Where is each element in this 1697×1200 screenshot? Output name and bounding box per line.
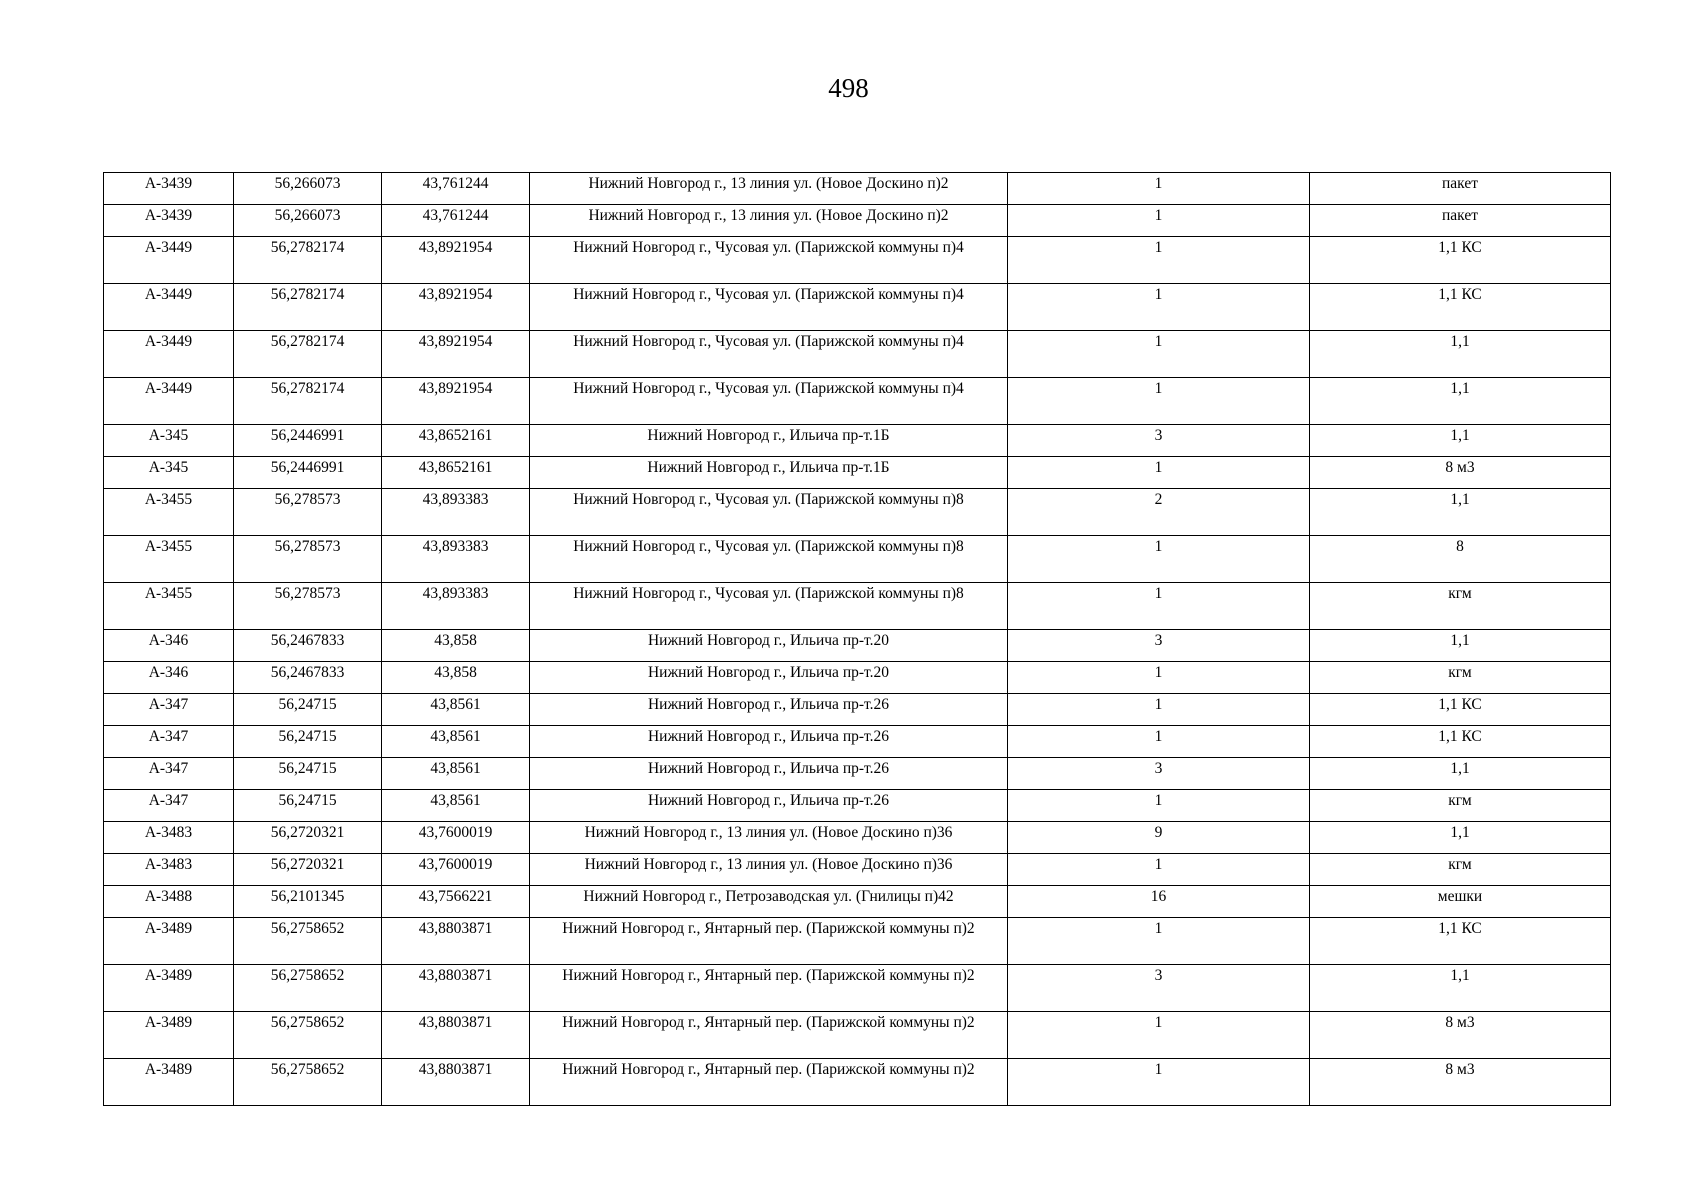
table-row xyxy=(104,1012,1611,1059)
site-id-cell: А-3439 xyxy=(104,173,234,205)
table-row xyxy=(104,854,1611,886)
quantity-cell: 9 xyxy=(1008,822,1310,854)
site-id-cell: А-3489 xyxy=(104,965,234,1012)
quantity-cell: 16 xyxy=(1008,886,1310,918)
address-cell: Нижний Новгород г., Чусовая ул. (Парижской коммуны п)8 xyxy=(530,489,1008,536)
container-type-cell: 1,1 КС xyxy=(1310,237,1611,284)
quantity-cell: 1 xyxy=(1008,237,1310,284)
address-cell: Нижний Новгород г., Чусовая ул. (Парижской коммуны п)8 xyxy=(530,583,1008,630)
longitude-cell: 43,8652161 xyxy=(382,425,530,457)
longitude-cell: 43,8561 xyxy=(382,726,530,758)
container-type-cell: 8 м3 xyxy=(1310,1012,1611,1059)
longitude-cell: 43,8561 xyxy=(382,790,530,822)
site-id-cell: А-3449 xyxy=(104,378,234,425)
site-id-cell: А-347 xyxy=(104,790,234,822)
latitude-cell: 56,24715 xyxy=(234,758,382,790)
longitude-cell: 43,858 xyxy=(382,662,530,694)
quantity-cell: 1 xyxy=(1008,173,1310,205)
container-type-cell: 1,1 xyxy=(1310,425,1611,457)
container-type-cell: 1,1 xyxy=(1310,630,1611,662)
site-id-cell: А-3439 xyxy=(104,205,234,237)
container-type-cell: 1,1 xyxy=(1310,758,1611,790)
address-cell: Нижний Новгород г., Янтарный пер. (Парижской коммуны п)2 xyxy=(530,1059,1008,1106)
container-type-cell: 1,1 КС xyxy=(1310,694,1611,726)
quantity-cell: 1 xyxy=(1008,331,1310,378)
address-cell: Нижний Новгород г., Ильича пр-т.1Б xyxy=(530,425,1008,457)
container-sites-table xyxy=(103,172,1611,1106)
latitude-cell: 56,24715 xyxy=(234,726,382,758)
site-id-cell: А-3455 xyxy=(104,536,234,583)
container-type-cell: 1,1 xyxy=(1310,822,1611,854)
table-row xyxy=(104,886,1611,918)
container-type-cell: кгм xyxy=(1310,583,1611,630)
longitude-cell: 43,761244 xyxy=(382,205,530,237)
address-cell: Нижний Новгород г., Чусовая ул. (Парижской коммуны п)8 xyxy=(530,536,1008,583)
address-cell: Нижний Новгород г., Чусовая ул. (Парижской коммуны п)4 xyxy=(530,284,1008,331)
site-id-cell: А-3449 xyxy=(104,237,234,284)
quantity-cell: 1 xyxy=(1008,536,1310,583)
longitude-cell: 43,8561 xyxy=(382,694,530,726)
table-row xyxy=(104,965,1611,1012)
latitude-cell: 56,2467833 xyxy=(234,662,382,694)
table-row xyxy=(104,378,1611,425)
address-cell: Нижний Новгород г., Янтарный пер. (Парижской коммуны п)2 xyxy=(530,1012,1008,1059)
table-row xyxy=(104,173,1611,205)
site-id-cell: А-347 xyxy=(104,758,234,790)
longitude-cell: 43,893383 xyxy=(382,489,530,536)
table-row xyxy=(104,694,1611,726)
longitude-cell: 43,893383 xyxy=(382,536,530,583)
container-type-cell: кгм xyxy=(1310,790,1611,822)
address-cell: Нижний Новгород г., Ильича пр-т.26 xyxy=(530,726,1008,758)
latitude-cell: 56,2720321 xyxy=(234,854,382,886)
address-cell: Нижний Новгород г., Чусовая ул. (Парижской коммуны п)4 xyxy=(530,331,1008,378)
table-row xyxy=(104,205,1611,237)
latitude-cell: 56,2446991 xyxy=(234,425,382,457)
latitude-cell: 56,278573 xyxy=(234,489,382,536)
latitude-cell: 56,2758652 xyxy=(234,965,382,1012)
quantity-cell: 1 xyxy=(1008,378,1310,425)
address-cell: Нижний Новгород г., Чусовая ул. (Парижской коммуны п)4 xyxy=(530,237,1008,284)
address-cell: Нижний Новгород г., Ильича пр-т.1Б xyxy=(530,457,1008,489)
table-row xyxy=(104,457,1611,489)
container-type-cell: пакет xyxy=(1310,173,1611,205)
site-id-cell: А-3488 xyxy=(104,886,234,918)
latitude-cell: 56,24715 xyxy=(234,694,382,726)
table-row xyxy=(104,536,1611,583)
quantity-cell: 3 xyxy=(1008,758,1310,790)
table-row xyxy=(104,790,1611,822)
address-cell: Нижний Новгород г., Янтарный пер. (Парижской коммуны п)2 xyxy=(530,918,1008,965)
address-cell: Нижний Новгород г., 13 линия ул. (Новое Доскино п)36 xyxy=(530,854,1008,886)
address-cell: Нижний Новгород г., Петрозаводская ул. (Гнилицы п)42 xyxy=(530,886,1008,918)
longitude-cell: 43,8803871 xyxy=(382,1059,530,1106)
container-type-cell: 8 м3 xyxy=(1310,1059,1611,1106)
quantity-cell: 1 xyxy=(1008,205,1310,237)
longitude-cell: 43,8921954 xyxy=(382,284,530,331)
container-type-cell: пакет xyxy=(1310,205,1611,237)
longitude-cell: 43,8921954 xyxy=(382,331,530,378)
site-id-cell: А-346 xyxy=(104,630,234,662)
longitude-cell: 43,8803871 xyxy=(382,918,530,965)
quantity-cell: 1 xyxy=(1008,694,1310,726)
longitude-cell: 43,8803871 xyxy=(382,965,530,1012)
latitude-cell: 56,266073 xyxy=(234,205,382,237)
site-id-cell: А-346 xyxy=(104,662,234,694)
quantity-cell: 1 xyxy=(1008,662,1310,694)
latitude-cell: 56,24715 xyxy=(234,790,382,822)
latitude-cell: 56,278573 xyxy=(234,536,382,583)
address-cell: Нижний Новгород г., Ильича пр-т.26 xyxy=(530,790,1008,822)
latitude-cell: 56,266073 xyxy=(234,173,382,205)
site-id-cell: А-3483 xyxy=(104,854,234,886)
longitude-cell: 43,761244 xyxy=(382,173,530,205)
container-type-cell: мешки xyxy=(1310,886,1611,918)
quantity-cell: 1 xyxy=(1008,1012,1310,1059)
latitude-cell: 56,2446991 xyxy=(234,457,382,489)
site-id-cell: А-3449 xyxy=(104,284,234,331)
site-id-cell: А-3455 xyxy=(104,583,234,630)
table-row xyxy=(104,726,1611,758)
site-id-cell: А-3489 xyxy=(104,1012,234,1059)
latitude-cell: 56,2758652 xyxy=(234,918,382,965)
table-row xyxy=(104,1059,1611,1106)
table-row xyxy=(104,662,1611,694)
latitude-cell: 56,278573 xyxy=(234,583,382,630)
table-row xyxy=(104,331,1611,378)
table-row xyxy=(104,583,1611,630)
site-id-cell: А-3489 xyxy=(104,1059,234,1106)
address-cell: Нижний Новгород г., 13 линия ул. (Новое Доскино п)2 xyxy=(530,173,1008,205)
quantity-cell: 1 xyxy=(1008,726,1310,758)
address-cell: Нижний Новгород г., 13 линия ул. (Новое Доскино п)36 xyxy=(530,822,1008,854)
table-row xyxy=(104,489,1611,536)
address-cell: Нижний Новгород г., Ильича пр-т.20 xyxy=(530,630,1008,662)
container-type-cell: 1,1 КС xyxy=(1310,726,1611,758)
container-type-cell: 1,1 xyxy=(1310,489,1611,536)
latitude-cell: 56,2758652 xyxy=(234,1012,382,1059)
site-id-cell: А-3455 xyxy=(104,489,234,536)
quantity-cell: 3 xyxy=(1008,630,1310,662)
site-id-cell: А-3449 xyxy=(104,331,234,378)
container-type-cell: кгм xyxy=(1310,662,1611,694)
site-id-cell: А-347 xyxy=(104,726,234,758)
quantity-cell: 1 xyxy=(1008,583,1310,630)
latitude-cell: 56,2101345 xyxy=(234,886,382,918)
table-row xyxy=(104,425,1611,457)
latitude-cell: 56,2720321 xyxy=(234,822,382,854)
table-body xyxy=(104,173,1611,1106)
table-row xyxy=(104,237,1611,284)
quantity-cell: 1 xyxy=(1008,918,1310,965)
address-cell: Нижний Новгород г., Ильича пр-т.20 xyxy=(530,662,1008,694)
address-cell: Нижний Новгород г., Янтарный пер. (Парижской коммуны п)2 xyxy=(530,965,1008,1012)
container-type-cell: 1,1 xyxy=(1310,378,1611,425)
container-type-cell: 1,1 xyxy=(1310,965,1611,1012)
latitude-cell: 56,2782174 xyxy=(234,331,382,378)
longitude-cell: 43,7600019 xyxy=(382,822,530,854)
table-row xyxy=(104,918,1611,965)
latitude-cell: 56,2782174 xyxy=(234,378,382,425)
address-cell: Нижний Новгород г., Чусовая ул. (Парижской коммуны п)4 xyxy=(530,378,1008,425)
quantity-cell: 1 xyxy=(1008,1059,1310,1106)
address-cell: Нижний Новгород г., Ильича пр-т.26 xyxy=(530,694,1008,726)
site-id-cell: А-3483 xyxy=(104,822,234,854)
table-row xyxy=(104,630,1611,662)
site-id-cell: А-345 xyxy=(104,457,234,489)
table-row xyxy=(104,758,1611,790)
table-row xyxy=(104,284,1611,331)
table-row xyxy=(104,822,1611,854)
longitude-cell: 43,8652161 xyxy=(382,457,530,489)
container-type-cell: 8 м3 xyxy=(1310,457,1611,489)
quantity-cell: 2 xyxy=(1008,489,1310,536)
latitude-cell: 56,2782174 xyxy=(234,284,382,331)
site-id-cell: А-345 xyxy=(104,425,234,457)
longitude-cell: 43,7600019 xyxy=(382,854,530,886)
latitude-cell: 56,2782174 xyxy=(234,237,382,284)
longitude-cell: 43,893383 xyxy=(382,583,530,630)
quantity-cell: 3 xyxy=(1008,425,1310,457)
container-type-cell: 1,1 КС xyxy=(1310,284,1611,331)
site-id-cell: А-3489 xyxy=(104,918,234,965)
longitude-cell: 43,858 xyxy=(382,630,530,662)
longitude-cell: 43,8921954 xyxy=(382,378,530,425)
longitude-cell: 43,7566221 xyxy=(382,886,530,918)
latitude-cell: 56,2758652 xyxy=(234,1059,382,1106)
longitude-cell: 43,8561 xyxy=(382,758,530,790)
quantity-cell: 3 xyxy=(1008,965,1310,1012)
quantity-cell: 1 xyxy=(1008,854,1310,886)
latitude-cell: 56,2467833 xyxy=(234,630,382,662)
quantity-cell: 1 xyxy=(1008,284,1310,331)
longitude-cell: 43,8921954 xyxy=(382,237,530,284)
quantity-cell: 1 xyxy=(1008,457,1310,489)
page-number: 498 xyxy=(828,73,869,103)
container-type-cell: 8 xyxy=(1310,536,1611,583)
address-cell: Нижний Новгород г., 13 линия ул. (Новое Доскино п)2 xyxy=(530,205,1008,237)
site-id-cell: А-347 xyxy=(104,694,234,726)
quantity-cell: 1 xyxy=(1008,790,1310,822)
address-cell: Нижний Новгород г., Ильича пр-т.26 xyxy=(530,758,1008,790)
container-type-cell: 1,1 КС xyxy=(1310,918,1611,965)
container-type-cell: кгм xyxy=(1310,854,1611,886)
container-type-cell: 1,1 xyxy=(1310,331,1611,378)
longitude-cell: 43,8803871 xyxy=(382,1012,530,1059)
